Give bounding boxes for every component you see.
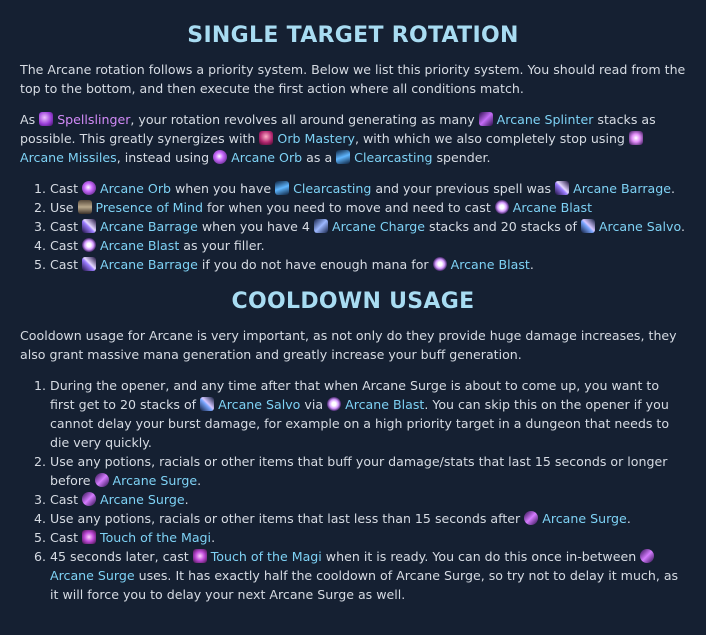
arcane-surge-icon (95, 473, 109, 487)
arcane-salvo-icon (200, 397, 214, 411)
list-item: 2. Use any potions, racials or other items that buff your damage/stats that last 15 seconds or longer before Arcane Surge. (50, 452, 686, 490)
spellslinger-link[interactable]: Spellslinger (57, 112, 131, 127)
arcane-blast-link[interactable]: Arcane Blast (450, 257, 530, 272)
arcane-orb-link[interactable]: Arcane Orb (100, 181, 171, 196)
arcane-charge-link[interactable]: Arcane Charge (331, 219, 426, 234)
arcane-orb-icon (213, 150, 227, 164)
clearcasting-link[interactable]: Clearcasting (293, 181, 372, 196)
list-item: 3. Cast Arcane Barrage when you have 4 Arcane Charge stacks and 20 stacks of Arcane Salvo. (50, 217, 686, 236)
list-item: 1. Cast Arcane Orb when you have Clearcasting and your previous spell was Arcane Barrage. (50, 179, 686, 198)
section-title-cooldown-usage: COOLDOWN USAGE (231, 289, 475, 314)
presence-of-mind-link[interactable]: Presence of Mind (95, 200, 204, 215)
arcane-blast-icon (433, 257, 447, 271)
arcane-surge-link[interactable]: Arcane Surge (100, 492, 185, 507)
touch-of-the-magi-icon (193, 549, 207, 563)
list-item: 4. Use any potions, racials or other items that last less than 15 seconds after Arcane Surge. (50, 509, 686, 528)
arcane-salvo-link[interactable]: Arcane Salvo (598, 219, 681, 234)
rotation-intro: The Arcane rotation follows a priority system. Below we list this priority system. You should read from the top to the bottom, and then execute the first action where all conditions match. (20, 62, 686, 96)
rotation-priority-list (20, 179, 686, 274)
list-item: 5. Cast Touch of the Magi. (50, 528, 686, 547)
arcane-missiles-icon (629, 131, 643, 145)
arcane-surge-link[interactable]: Arcane Surge (112, 473, 198, 488)
arcane-splinter-link[interactable]: Arcane Splinter (496, 112, 594, 127)
touch-of-the-magi-icon (82, 530, 96, 544)
cooldown-intro: Cooldown usage for Arcane is very important, as not only do they provide huge damage increases, they also grant massive mana generation and greatly increase your buff generation. (20, 328, 677, 362)
list-item: 3. Cast Arcane Surge. (50, 490, 686, 509)
cooldown-list (20, 376, 686, 604)
arcane-barrage-icon (82, 219, 96, 233)
list-item: 2. Use Presence of Mind for when you need to move and need to cast Arcane Blast (50, 198, 686, 217)
arcane-blast-icon (327, 397, 341, 411)
list-item: 5. Cast Arcane Barrage if you do not have enough mana for Arcane Blast. (50, 255, 686, 274)
arcane-blast-link[interactable]: Arcane Blast (512, 200, 593, 215)
touch-of-the-magi-link[interactable]: Touch of the Magi (210, 549, 322, 564)
touch-of-the-magi-link[interactable]: Touch of the Magi (100, 530, 212, 545)
spellslinger-paragraph: As Spellslinger, your rotation revolves all around generating as many Arcane Splinter stacks as possible. This greatly synergizes with Orb Mastery, with which we also completely stop using Arcane Missiles, instead using Arcane Orb as a Clearcasting spender. (20, 112, 656, 165)
list-item: 6. 45 seconds later, cast Touch of the Magi when it is ready. You can do this once in-between Arcane Surge uses. It has exactly half the cooldown of Arcane Surge, so try not to delay it much, as it will force you to delay your next Arcane Surge as well. (50, 547, 686, 604)
arcane-salvo-link[interactable]: Arcane Salvo (218, 397, 301, 412)
arcane-surge-link[interactable]: Arcane Surge (50, 568, 135, 583)
arcane-barrage-icon (555, 181, 569, 195)
arcane-surge-icon (82, 492, 96, 506)
arcane-barrage-icon (82, 257, 96, 271)
arcane-orb-link[interactable]: Arcane Orb (231, 150, 303, 165)
arcane-blast-link[interactable]: Arcane Blast (100, 238, 180, 253)
arcane-barrage-link[interactable]: Arcane Barrage (100, 257, 198, 272)
list-item: 1. During the opener, and any time after that when Arcane Surge is about to come up, you want to first get to 20 stacks of Arcane Salvo via Arcane Blast. You can skip this on the opener if you cannot delay your burst damage, for example on a high priority target in a dungeon that needs to die very quickly. (50, 376, 686, 452)
arcane-missiles-link[interactable]: Arcane Missiles (20, 150, 117, 165)
arcane-splinter-icon (479, 112, 493, 126)
arcane-blast-icon (495, 200, 509, 214)
orb-mastery-link[interactable]: Orb Mastery (277, 131, 355, 146)
arcane-surge-link[interactable]: Arcane Surge (542, 511, 627, 526)
arcane-charge-icon (314, 219, 328, 233)
arcane-salvo-icon (581, 219, 595, 233)
list-item: 4. Cast Arcane Blast as your filler. (50, 236, 686, 255)
presence-of-mind-icon (78, 200, 92, 214)
section-title-single-target: SINGLE TARGET ROTATION (187, 23, 519, 48)
clearcasting-icon (275, 181, 289, 195)
arcane-surge-icon (640, 549, 654, 563)
arcane-surge-icon (524, 511, 538, 525)
arcane-blast-link[interactable]: Arcane Blast (345, 397, 425, 412)
clearcasting-icon (336, 150, 350, 164)
orb-mastery-icon (259, 131, 273, 145)
clearcasting-link[interactable]: Clearcasting (354, 150, 433, 165)
spellslinger-icon (39, 112, 53, 126)
arcane-barrage-link[interactable]: Arcane Barrage (573, 181, 671, 196)
arcane-blast-icon (82, 238, 96, 252)
arcane-orb-icon (82, 181, 96, 195)
arcane-barrage-link[interactable]: Arcane Barrage (100, 219, 198, 234)
